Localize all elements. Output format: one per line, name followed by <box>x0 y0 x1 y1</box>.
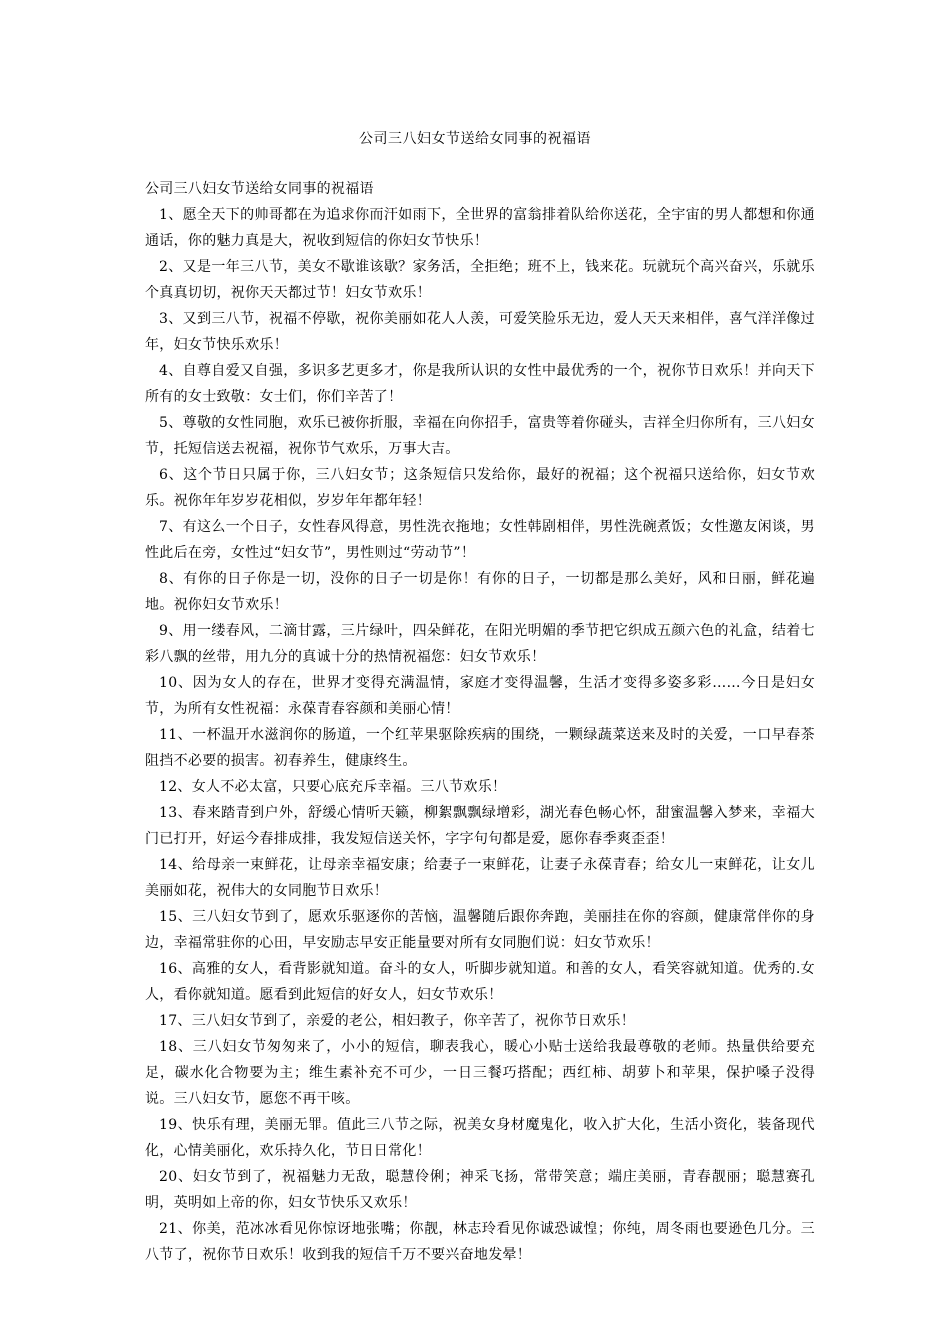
blessing-item: 5、尊敬的女性同胞，欢乐已被你折服，幸福在向你招手，富贵等着你碰头，吉祥全归你所有，三八妇女节，托短信送去祝福，祝你节气欢乐，万事大吉。 <box>145 415 815 457</box>
blessing-item: 11、一杯温开水滋润你的肠道，一个红苹果驱除疾病的围绕，一颗绿蔬菜送来及时的关爱，一口早春茶阻挡不必要的损害。初春养生，健康终生。 <box>145 727 815 769</box>
blessing-item: 21、你美，范冰冰看见你惊讶地张嘴；你靓，林志玲看见你诚恐诚惶；你纯，周冬雨也要逊色几分。三八节了，祝你节日欢乐！收到我的短信千万不要兴奋地发晕！ <box>145 1221 815 1263</box>
blessing-item: 7、有这么一个日子，女性春风得意，男性洗衣拖地；女性韩剧相伴，男性洗碗煮饭；女性邀友闲谈，男性此后在旁，女性过“妇女节”，男性则过“劳动节”！ <box>145 519 815 561</box>
blessing-item: 9、用一缕春风，二滴甘露，三片绿叶，四朵鲜花，在阳光明媚的季节把它织成五颜六色的礼盒，结着七彩八飘的丝带，用九分的真诚十分的热情祝福您：妇女节欢乐！ <box>145 623 815 665</box>
blessing-item: 20、妇女节到了，祝福魅力无敌，聪慧伶俐；神采飞扬，常带笑意；端庄美丽，青春靓丽；聪慧赛孔明，英明如上帝的你，妇女节快乐又欢乐！ <box>145 1169 815 1211</box>
blessing-item: 4、自尊自爱又自强，多识多艺更多才，你是我所认识的女性中最优秀的一个，祝你节日欢乐！并向天下所有的女士致敬：女士们，你们辛苦了！ <box>145 363 815 405</box>
blessing-item: 8、有你的日子你是一切，没你的日子一切是你！有你的日子，一切都是那么美好，风和日丽，鲜花遍地。祝你妇女节欢乐！ <box>145 571 815 613</box>
document-subtitle: 公司三八妇女节送给女同事的祝福语 <box>145 181 374 197</box>
blessing-item: 1、愿全天下的帅哥都在为追求你而汗如雨下，全世界的富翁排着队给你送花，全宇宙的男人都想和你通通话，你的魅力真是大，祝收到短信的你妇女节快乐！ <box>145 207 815 249</box>
blessing-item: 13、春来踏青到户外，舒缓心情听天籁，柳絮飘飘绿增彩，湖光春色畅心怀，甜蜜温馨入梦来，幸福大门已打开，好运今春排成排，我发短信送关怀，字字句句都是爱，愿你春季爽歪歪！ <box>145 805 815 847</box>
blessing-item: 18、三八妇女节匆匆来了，小小的短信，聊表我心，暖心小贴士送给我最尊敬的老师。热量供给要充足，碳水化合物要为主；维生素补充不可少，一日三餐巧搭配；西红柿、胡萝卜和苹果，保护嗓子没得说。三八妇女节，愿您不再干咳。 <box>145 1039 815 1107</box>
blessing-item: 14、给母亲一束鲜花，让母亲幸福安康；给妻子一束鲜花，让妻子永葆青春；给女儿一束鲜花，让女儿美丽如花，祝伟大的女同胞节日欢乐！ <box>145 857 815 899</box>
blessing-item: 16、高雅的女人，看背影就知道。奋斗的女人，听脚步就知道。和善的女人，看笑容就知道。优秀的.女人，看你就知道。愿看到此短信的好女人，妇女节欢乐！ <box>145 961 815 1003</box>
blessing-item: 10、因为女人的存在，世界才变得充满温情，家庭才变得温馨，生活才变得多姿多彩……今日是妇女节，为所有女性祝福：永葆青春容颜和美丽心情！ <box>145 675 815 717</box>
page-title: 公司三八妇女节送给女同事的祝福语 <box>359 131 591 147</box>
blessing-item: 2、又是一年三八节，美女不歇谁该歇？家务活，全拒绝；班不上，钱来花。玩就玩个高兴奋兴，乐就乐个真真切切，祝你天天都过节！妇女节欢乐！ <box>145 259 815 301</box>
blessing-item: 15、三八妇女节到了，愿欢乐驱逐你的苦恼，温馨随后跟你奔跑，美丽挂在你的容颜，健康常伴你的身边，幸福常驻你的心田，早安励志早安正能量要对所有女同胞们说：妇女节欢乐！ <box>145 909 815 951</box>
blessing-item: 19、快乐有理，美丽无罪。值此三八节之际，祝美女身材魔鬼化，收入扩大化，生活小资化，装备现代化，心情美丽化，欢乐持久化，节日日常化！ <box>145 1117 815 1159</box>
blessing-item: 3、又到三八节，祝福不停歇，祝你美丽如花人人羡，可爱笑脸乐无边，爱人天天来相伴，喜气洋洋像过年，妇女节快乐欢乐！ <box>145 311 815 353</box>
blessing-item: 6、这个节日只属于你，三八妇女节；这条短信只发给你，最好的祝福；这个祝福只送给你，妇女节欢乐。祝你年年岁岁花相似，岁岁年年都年轻！ <box>145 467 815 509</box>
blessing-item: 17、三八妇女节到了，亲爱的老公，相妇教子，你辛苦了，祝你节日欢乐！ <box>159 1013 636 1029</box>
blessing-item: 12、女人不必太富，只要心底充斥幸福。三八节欢乐！ <box>159 779 507 795</box>
document-body <box>145 176 815 1268</box>
